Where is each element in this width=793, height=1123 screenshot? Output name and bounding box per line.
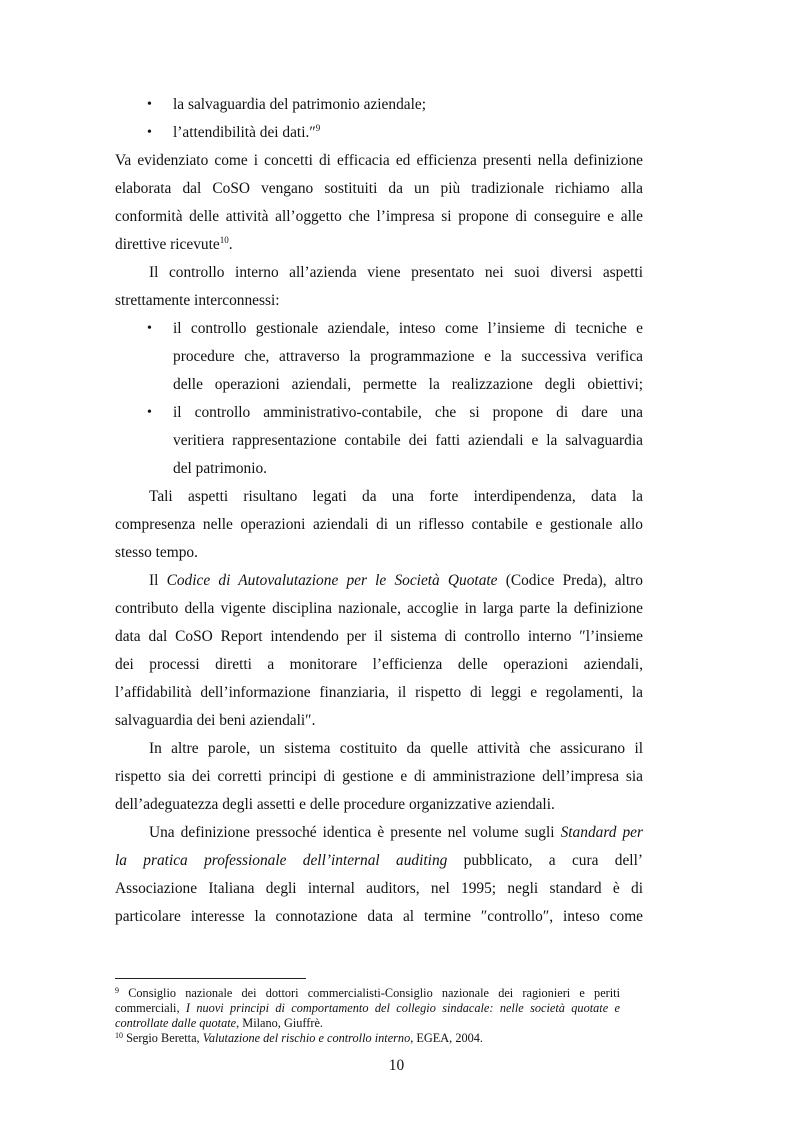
document-title: Standard per: [560, 824, 643, 841]
paragraph-line: Tali aspetti risultano legati da una forte interdipendenza, data la: [149, 488, 643, 505]
bullet-item-line: delle operazioni aziendali, permette la realizzazione degli obiettivi;: [173, 376, 643, 393]
bullet-item-line: procedure che, attraverso la programmazione e la successiva verifica: [173, 348, 643, 365]
paragraph-line: Associazione Italiana degli internal auditors, nel 1995; negli standard è di: [115, 880, 643, 897]
bullet-marker: •: [147, 125, 152, 140]
footnote-ref-10[interactable]: 10: [219, 235, 229, 245]
paragraph-line: strettamente interconnessi:: [115, 292, 280, 309]
footnote-separator: [115, 978, 306, 979]
footnote-9-line: commerciali, I nuovi principi di comportamento del collegio sindacale: nelle società quotate e: [115, 1001, 620, 1015]
paragraph-line: compresenza nelle operazioni aziendali di un riflesso contabile e gestionale allo: [115, 516, 643, 533]
footnote-10: $^{10}$ Sergio Beretta, Valutazione del rischio e controllo interno, EGEA, 2004.: [115, 1031, 483, 1045]
paragraph-line: salvaguardia dei beni aziendali″.: [115, 712, 316, 729]
paragraph-line: stesso tempo.: [115, 544, 198, 561]
document-title: Codice di Autovalutazione per le Società Quotate: [166, 572, 498, 589]
paragraph-line: dell’adeguatezza degli assetti e delle procedure organizzative aziendali.: [115, 796, 555, 813]
paragraph-line: l’affidabilità dell’informazione finanziaria, il rispetto di leggi e regolamenti, la: [115, 684, 643, 701]
paragraph-line: rispetto sia dei corretti principi di gestione e di amministrazione dell’impresa sia: [115, 768, 643, 785]
bullet-item-line: il controllo gestionale aziendale, inteso come l’insieme di tecniche e: [173, 320, 643, 337]
paragraph-line: Il Codice di Autovalutazione per le Società Quotate (Codice Preda), altro: [149, 572, 644, 589]
bullet-marker: •: [147, 405, 152, 420]
paragraph-line: Una definizione pressoché identica è presente nel volume sugli Standard per: [149, 824, 643, 841]
bullet-marker: •: [147, 321, 152, 336]
paragraph-line: dei processi diretti a monitorare l’efficienza delle operazioni aziendali,: [115, 656, 643, 673]
document-title: la pratica professionale dell’internal auditing: [115, 852, 448, 869]
paragraph-line: Va evidenziato come i concetti di efficacia ed efficienza presenti nella definizione: [115, 152, 643, 169]
paragraph-line: la pratica professionale dell’internal auditing pubblicato, a cura dell’: [115, 852, 643, 869]
footnote-ref-9[interactable]: 9: [315, 123, 321, 133]
paragraph-line: direttive ricevute$^{10}$.: [115, 235, 233, 253]
bullet-marker: •: [147, 97, 152, 112]
page-number: 10: [388, 1057, 405, 1074]
bullet-item-reliability: l’attendibilità dei dati.″$^9$: [173, 123, 321, 141]
paragraph-line: contributo della vigente disciplina nazionale, accoglie in larga parte la definizione: [115, 600, 643, 617]
paragraph-line: data dal CoSO Report intendendo per il sistema di controllo interno ″l’insieme: [115, 628, 643, 645]
paragraph-line: elaborata dal CoSO vengano sostituiti da un più tradizionale richiamo alla: [115, 180, 643, 197]
paragraph-line: In altre parole, un sistema costituito da quelle attività che assicurano il: [149, 740, 643, 757]
footnote-9-line: controllate dalle quotate, Milano, Giuffrè.: [115, 1016, 323, 1030]
paragraph-line: conformità delle attività all’oggetto che l’impresa si propone di conseguire e alle: [115, 208, 643, 225]
bullet-item-safeguard: la salvaguardia del patrimonio aziendale;: [173, 96, 426, 113]
bullet-item-line: veritiera rappresentazione contabile dei fatti aziendali e la salvaguardia: [173, 432, 643, 449]
footnote-9: $^9$ Consiglio nazionale dei dottori commercialisti-Consiglio nazionale dei ragionieri e periti: [115, 986, 621, 1000]
paragraph-line: Il controllo interno all’azienda viene presentato nei suoi diversi aspetti: [149, 264, 643, 281]
bullet-item-line: del patrimonio.: [173, 460, 268, 477]
bullet-item-line: il controllo amministrativo-contabile, che si propone di dare una: [173, 404, 643, 421]
paragraph-line: particolare interesse la connotazione data al termine ″controllo″, inteso come: [115, 908, 643, 925]
